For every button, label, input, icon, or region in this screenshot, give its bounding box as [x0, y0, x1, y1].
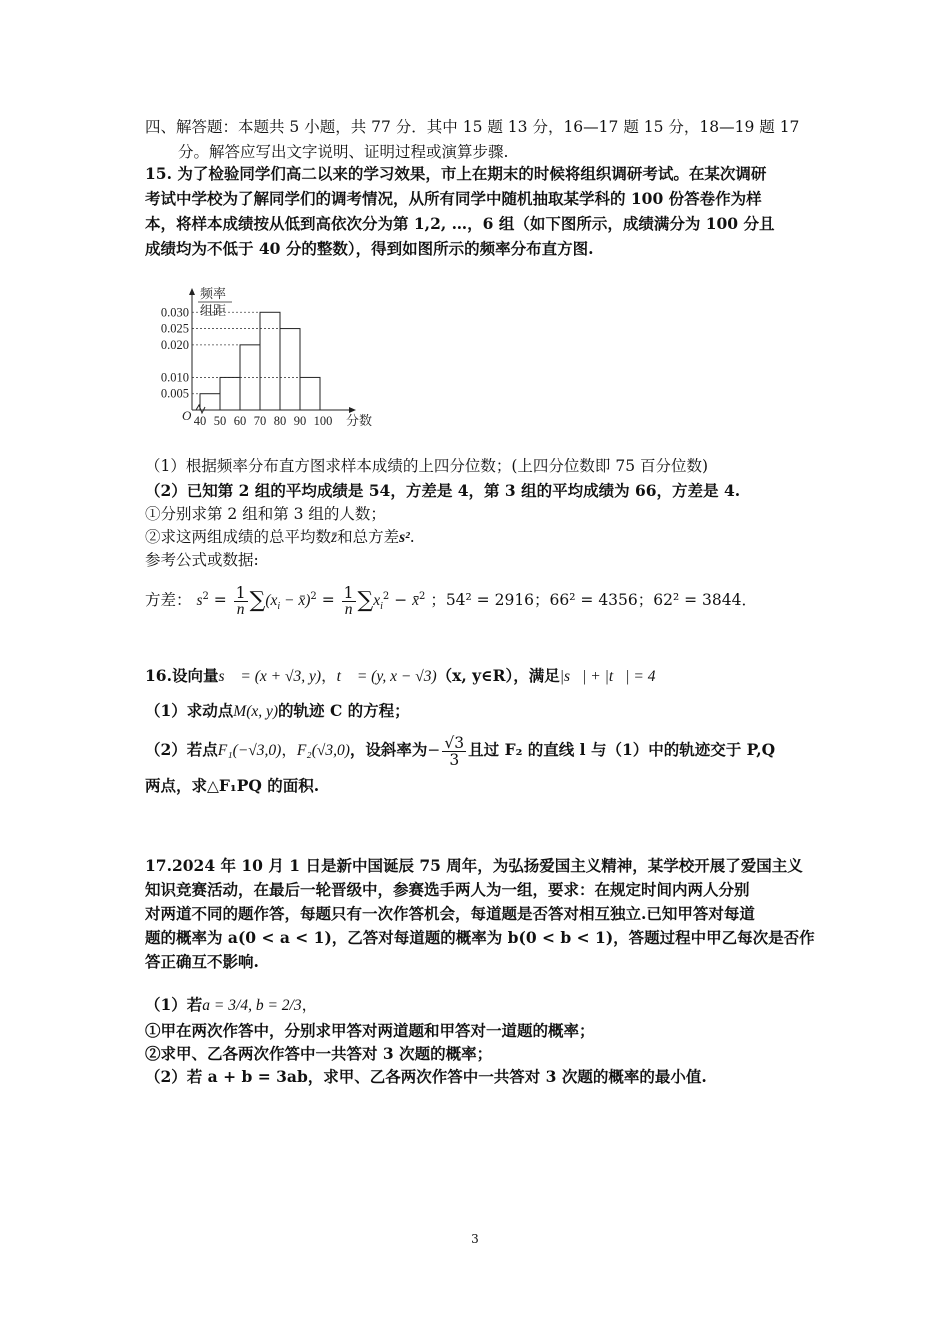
q15-item1: ①分别求第 2 组和第 3 组的人数； — [145, 505, 386, 523]
x-tick-label: 60 — [233, 414, 247, 428]
q17-sub2: （2）若 a + b = 3ab，求甲、乙各两次作答中一共答对 3 次题的概率的最小值. — [145, 1067, 707, 1086]
y-tick-label: 0.010 — [160, 370, 189, 385]
section-heading-cont: 分。解答应写出文字说明、证明过程或演算步骤. — [178, 143, 509, 161]
x-tick-label: 50 — [213, 414, 227, 428]
y-tick-label: 0.025 — [160, 321, 189, 336]
vector-condition: |s⃗| + |t⃗| = 4． — [559, 668, 668, 685]
xlabel: 分数 — [346, 413, 373, 428]
q17-sub1: （1）若a = 3/4, b = 2/3， — [145, 995, 318, 1014]
y-axis-arrow — [189, 288, 195, 295]
q16-sub2-cont: 两点，求△F₁PQ 的面积. — [145, 776, 320, 795]
q15-reference: 参考公式或数据: — [145, 551, 259, 569]
page-number: 3 — [471, 1232, 479, 1246]
q16-sub2: （2）若点F₁(−√3,0)，F₂(√3,0)，设斜率为− $\frac{√3}{3}$ 且过 F₂ 的直线 l 与（1）中的轨迹交于 P,Q — [145, 733, 776, 769]
q16-sub1: （1）求动点M(x, y)的轨迹 C 的方程； — [145, 701, 410, 720]
q17-item1: ①甲在两次作答中，分别求甲答对两道题和甲答对一道题的概率； — [145, 1021, 595, 1040]
ylabel-top: 频率 — [200, 286, 227, 301]
frequency-histogram — [150, 282, 390, 432]
x-tick-label: 40 — [193, 414, 207, 428]
q15-line-1: 15. 为了检验同学们高二以来的学习效果，市上在期末的时候将组织调研考试。在某次调研 — [145, 164, 767, 183]
q15-sub1: （1）根据频率分布直方图求样本成绩的上四分位数；(上四分位数即 75 百分位数) — [145, 457, 709, 475]
q15-sub2: （2）已知第 2 组的平均成绩是 54，方差是 4，第 3 组的平均成绩为 66，方差是 4. — [145, 481, 741, 500]
y-tick-label: 0.020 — [160, 337, 189, 352]
q15-line-2: 考试中学校为了解同学们的调考情况，从所有同学中随机抽取某学科的 100 份答卷作为样 — [145, 189, 762, 208]
q17-line-5: 答正确互不影响. — [145, 952, 259, 971]
ylabel-bottom: 组距 — [200, 303, 227, 318]
x-tick-label: 100 — [313, 414, 333, 428]
y-tick-label: 0.005 — [160, 386, 189, 401]
q16-stem: 16.设向量s⃗ = (x + √3, y)，t⃗ = (y, x − √3)（x, y∈R），满足|s⃗| + |t⃗| = 4． — [145, 666, 668, 685]
vector-s: s⃗ = (x + √3, y) — [218, 668, 322, 685]
q17-line-3: 对两道不同的题作答，每题只有一次作答机会，每道题是否答对相互独立.已知甲答对每道 — [145, 904, 755, 923]
histogram-bar-90-100 — [300, 377, 320, 410]
q17-item2: ②求甲、乙各两次作答中一共答对 3 次题的概率； — [145, 1044, 493, 1063]
q17-line-1: 17.2024 年 10 月 1 日是新中国诞辰 75 周年，为弘扬爱国主义精神，某学校开展了爱国主义 — [145, 856, 803, 875]
histogram-bar-80-90 — [280, 329, 300, 410]
formula-data: ；54² = 2916；66² = 4356；62² = 3844． — [430, 591, 757, 610]
mean-symbol: z̄ — [331, 529, 338, 546]
vector-t: t⃗ = (y, x − √3) — [336, 668, 437, 685]
section-heading: 四、解答题：本题共 5 小题，共 77 分．其中 15 题 13 分，16—17 题 15 分，18—19 题 17 — [145, 118, 800, 136]
x-tick-label: 70 — [253, 414, 267, 428]
origin-label: O — [182, 408, 192, 423]
q17-line-4: 题的概率为 a(0 < a < 1)，乙答对每道题的概率为 b(0 < b < 1)，答题过程中甲乙每次是否作 — [145, 928, 815, 947]
q17-line-2: 知识竞赛活动，在最后一轮晋级中，参赛选手两人为一组，要求：在规定时间内两人分别 — [145, 880, 750, 899]
variance-symbol: s² — [399, 529, 410, 546]
y-tick-label: 0.030 — [160, 305, 189, 320]
histogram-bar-40-50 — [200, 394, 220, 410]
x-tick-label: 90 — [293, 414, 307, 428]
q15-item2: ②求这两组成绩的总平均数z̄和总方差s². — [145, 528, 415, 546]
variance-formula: 方差： $s^2$ = $\frac{1}{n}$ $\sum(x_i$ − x̄)$^2$ = $\frac{1}{n}$ $\sum x_i^2$ − x̄$^2$ ；54² = 2916；66² = 4356；62² = 3844． — [145, 583, 757, 618]
x-tick-label: 80 — [273, 414, 287, 428]
q15-line-3: 本，将样本成绩按从低到高依次分为第 1,2, …，6 组（如下图所示，成绩满分为 100 分且 — [145, 214, 775, 233]
histogram-bar-70-80 — [260, 312, 280, 410]
q15-line-4: 成绩均为不低于 40 分的整数），得到如图所示的频率分布直方图. — [145, 239, 594, 258]
histogram-bar-50-60 — [220, 377, 240, 410]
